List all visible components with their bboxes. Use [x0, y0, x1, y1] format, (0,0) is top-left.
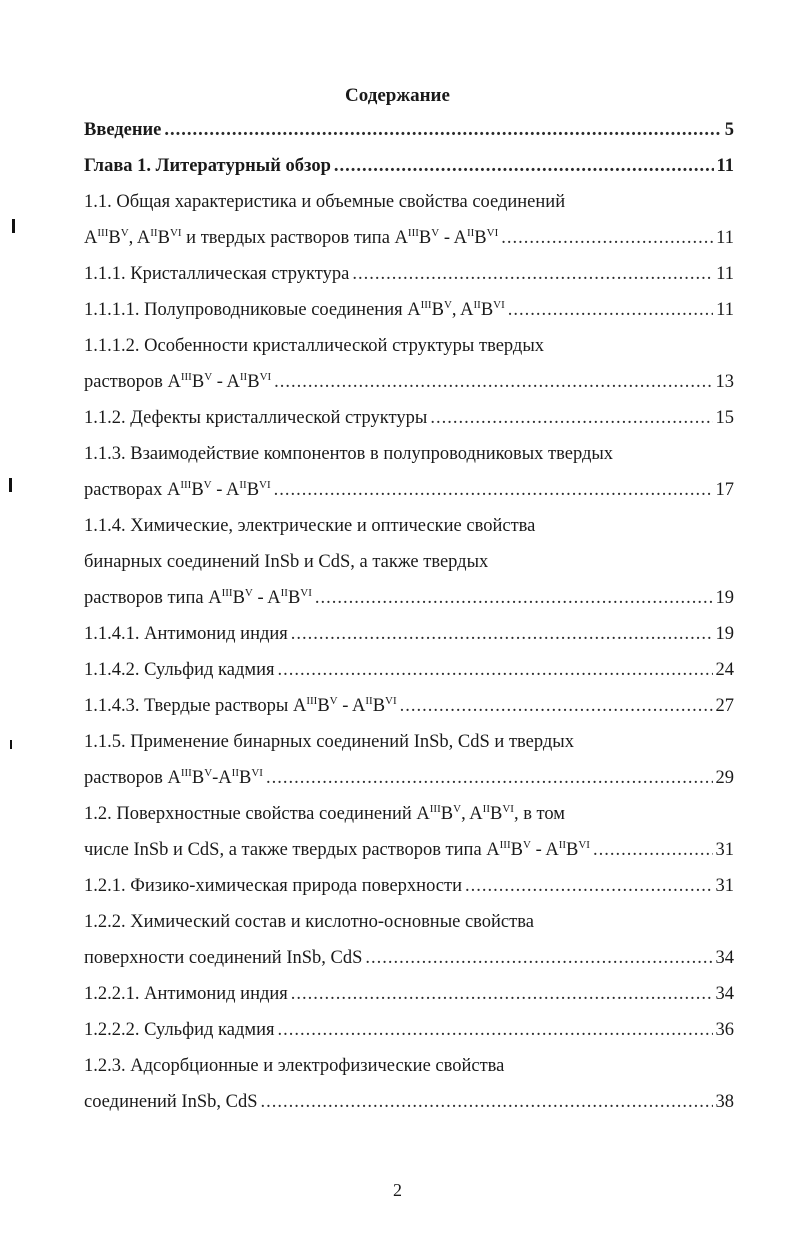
toc-entry: [84, 1090, 734, 1114]
toc-entry-label: Введение: [84, 120, 162, 140]
toc-entry-label: $A^{III}B^V$, $A^{II}B^{VI}$ и твердых растворов типа $A^{III}B^V - A^{II}B^{VI}$: [84, 227, 499, 248]
toc-entry: [84, 478, 734, 502]
toc-entry-label: поверхности соединений InSb, CdS: [84, 948, 363, 968]
toc-leader-dots: [277, 1018, 712, 1042]
toc-leader-dots: [291, 622, 713, 646]
toc-entry-heading-line: 1.2.2. Химический состав и кислотно-основные свойства: [84, 912, 534, 932]
toc-leader-dots: [430, 406, 712, 430]
toc-leader-dots: [365, 946, 712, 970]
toc-entry-heading-line: 1.1. Общая характеристика и объемные свойства соединений: [84, 192, 566, 212]
toc-leader-dots: [508, 298, 713, 322]
toc-leader-dots: [164, 118, 721, 142]
toc-leader-dots: [352, 262, 713, 286]
toc-leader-dots: [274, 478, 713, 502]
toc-entry: [84, 982, 734, 1006]
toc-entry-heading-line: 1.1.4. Химические, электрические и оптические свойства: [84, 516, 536, 536]
toc-entry-page: 17: [715, 480, 734, 500]
toc-entry-page: 24: [715, 660, 734, 680]
toc-entry-heading-line: 1.2. Поверхностные свойства соединений $A^{III}B^V$, $A^{II}B^{VI}$, в том: [84, 803, 565, 824]
toc-entry-label: 1.1.1. Кристаллическая структура: [84, 264, 350, 284]
scan-artifact: [12, 219, 15, 233]
toc-entry: [84, 874, 734, 898]
page-title: Содержание: [345, 85, 450, 106]
toc-entry: [84, 586, 734, 610]
toc-entry-label: 1.1.4.1. Антимонид индия: [84, 624, 288, 644]
toc-entry: [84, 622, 734, 646]
toc-entry-label: 1.2.2.2. Сульфид кадмия: [84, 1020, 275, 1040]
toc-leader-dots: [465, 874, 713, 898]
toc-leader-dots: [266, 766, 713, 790]
toc-entry: [84, 1018, 734, 1042]
toc-entry: [84, 838, 734, 862]
toc-entry-page: 34: [715, 984, 734, 1004]
scan-artifact: [10, 740, 12, 749]
toc-entry: [84, 154, 734, 178]
page-number: 2: [393, 1180, 402, 1200]
toc-entry-label: 1.1.1.1. Полупроводниковые соединения $A^{III}B^V$, $A^{II}B^{VI}$: [84, 299, 505, 320]
toc-entry-label: 1.2.2.1. Антимонид индия: [84, 984, 288, 1004]
toc-entry: [84, 658, 734, 682]
toc-entry-page: 29: [715, 768, 734, 788]
toc-leader-dots: [274, 370, 712, 394]
toc-entry-page: 5: [724, 120, 734, 140]
toc-entry-page: 34: [715, 948, 734, 968]
toc-entry: [84, 262, 734, 286]
toc-entry-page: 13: [715, 372, 734, 392]
toc-entry-page: 36: [715, 1020, 734, 1040]
toc-entry-label: растворов типа $A^{III}B^V - A^{II}B^{VI}$: [84, 587, 312, 608]
toc-leader-dots: [400, 694, 713, 718]
toc-leader-dots: [315, 586, 713, 610]
toc-entry: [84, 298, 734, 322]
toc-entry-label: растворах $A^{III}B^V - A^{II}B^{VI}$: [84, 479, 271, 500]
toc-entry-page: 38: [715, 1092, 734, 1112]
toc-entry: [84, 118, 734, 142]
toc-entry-page: 27: [715, 696, 734, 716]
toc-entry-heading-line: бинарных соединений InSb и CdS, а также твердых: [84, 552, 489, 572]
toc-entry-page: 11: [716, 228, 734, 248]
toc-entry: [84, 766, 734, 790]
toc-entry-page: 15: [715, 408, 734, 428]
toc-entry-label: 1.1.2. Дефекты кристаллической структуры: [84, 408, 428, 428]
toc-entry: [84, 226, 734, 250]
toc-leader-dots: [291, 982, 713, 1006]
toc-entry-page: 31: [715, 876, 734, 896]
toc-entry-label: растворов $A^{III}B^V - A^{II}B^{VI}$: [84, 371, 272, 392]
toc-entry-heading-line: 1.1.5. Применение бинарных соединений InSb, CdS и твердых: [84, 732, 574, 752]
toc-entry: [84, 370, 734, 394]
toc-entry-heading-line: 1.1.1.2. Особенности кристаллической структуры твердых: [84, 336, 545, 356]
toc-entry-label: 1.2.1. Физико-химическая природа поверхности: [84, 876, 462, 896]
toc-leader-dots: [501, 226, 713, 250]
toc-leader-dots: [593, 838, 713, 862]
toc-entry-label: 1.1.4.2. Сульфид кадмия: [84, 660, 275, 680]
toc-entry: [84, 406, 734, 430]
toc-entry-label: числе InSb и CdS, а также твердых растворов типа $A^{III}B^V - A^{II}B^{VI}$: [84, 839, 590, 860]
toc-entry-heading-line: 1.2.3. Адсорбционные и электрофизические свойства: [84, 1056, 505, 1076]
toc-entry: [84, 946, 734, 970]
toc-entry-page: 19: [715, 624, 734, 644]
toc-entry-label: Глава 1. Литератyрный обзор: [84, 156, 331, 176]
toc-entry-label: 1.1.4.3. Твердые растворы $A^{III}B^V - A^{II}B^{VI}$: [84, 695, 397, 716]
toc-entry-heading-line: 1.1.3. Взаимодействие компонентов в полупроводниковых твердых: [84, 444, 614, 464]
toc-entry-label: растворов $A^{III}B^V-A^{II}B^{VI}$: [84, 767, 263, 788]
toc-leader-dots: [277, 658, 712, 682]
toc-entry: [84, 694, 734, 718]
toc-entry-page: 19: [715, 588, 734, 608]
toc-leader-dots: [334, 154, 714, 178]
toc-entry-page: 31: [715, 840, 734, 860]
toc-leader-dots: [260, 1090, 712, 1114]
toc-entry-label: соединений InSb, CdS: [84, 1092, 258, 1112]
toc-entry-page: 11: [716, 300, 734, 320]
scan-artifact: [9, 478, 12, 492]
toc-entry-page: 11: [716, 264, 734, 284]
toc-entry-page: 11: [716, 156, 734, 176]
